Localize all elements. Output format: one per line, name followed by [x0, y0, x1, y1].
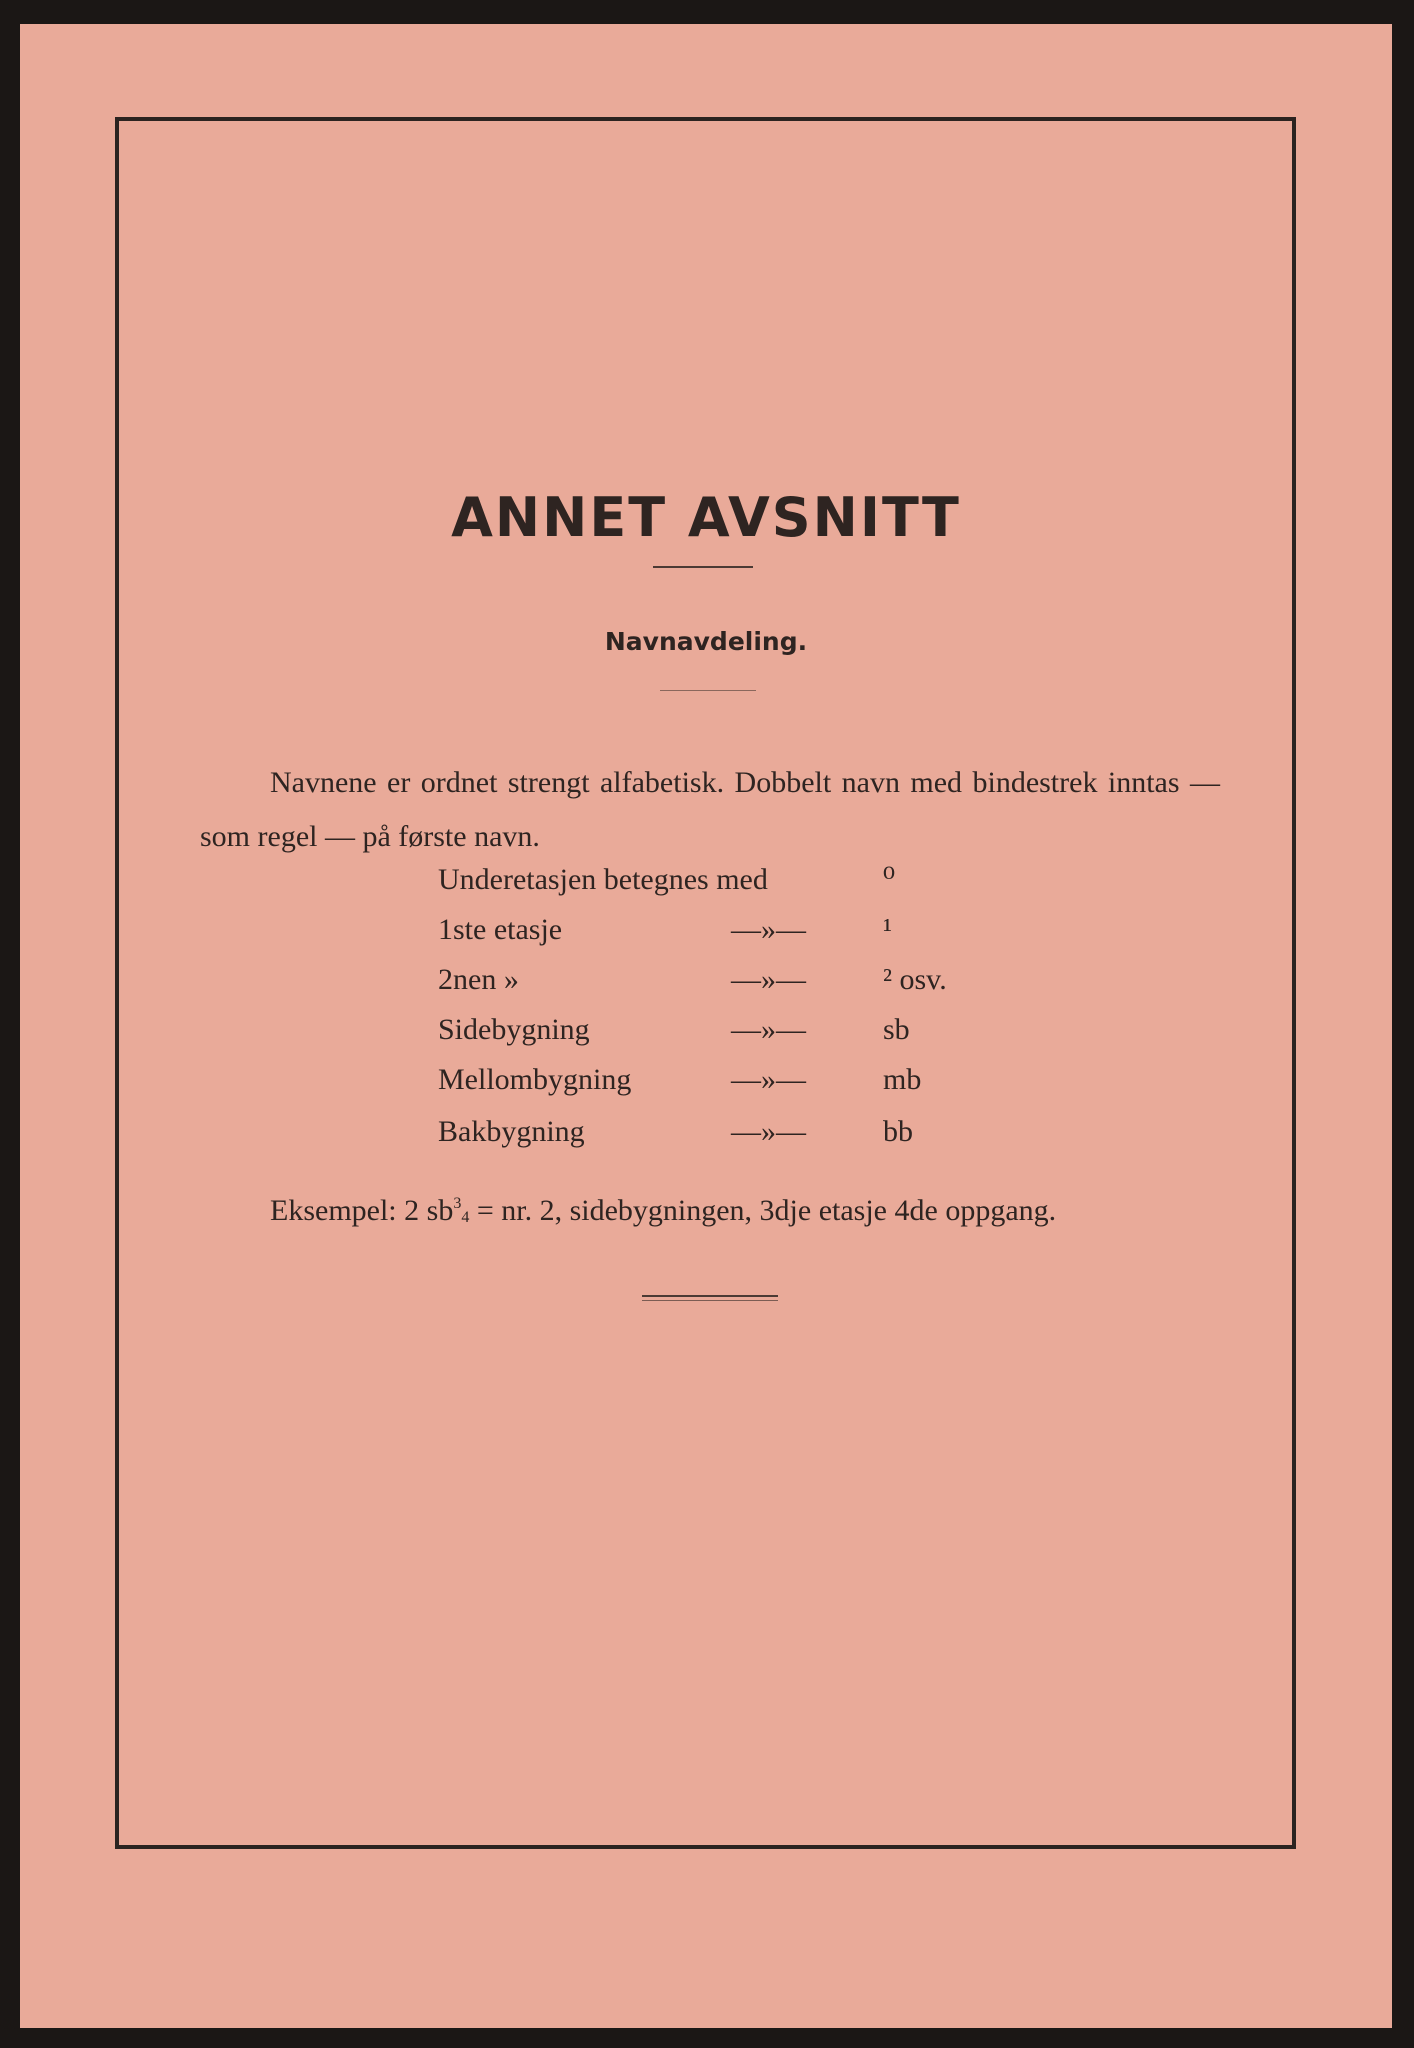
paper-sheet	[20, 24, 1392, 2028]
section-subheading: Navnavdeling.	[604, 627, 808, 656]
page-border	[115, 117, 1296, 1849]
example-code: 2 sb	[404, 1194, 454, 1227]
legend-label: Sidebygning	[438, 1013, 590, 1046]
legend-label: 1ste etasje	[438, 913, 563, 946]
legend-abbr: ² osv.	[883, 963, 947, 996]
example-label: Eksempel:	[270, 1194, 397, 1227]
legend-label: Bakbygning	[438, 1115, 585, 1148]
legend-ditto: —»—	[731, 1115, 806, 1148]
legend-abbr: sb	[883, 1013, 910, 1046]
divider-short	[653, 566, 753, 568]
example-entrance: 4	[461, 1209, 470, 1226]
legend-label: Underetasjen betegnes med	[438, 863, 768, 896]
example-meaning: = nr. 2, sidebygningen, 3dje etasje 4de oppgang.	[476, 1194, 1057, 1227]
legend-label: 2nen »	[438, 963, 519, 996]
legend-abbr: mb	[883, 1063, 922, 1096]
legend-ditto: —»—	[731, 913, 806, 946]
intro-paragraph: Navnene er ordnet strengt alfabetisk. Dobbelt navn med bindestrek inntas — som regel — på første navn.	[200, 766, 1220, 853]
legend-label: Mellombygning	[438, 1063, 632, 1096]
example-floor: 3	[453, 1195, 462, 1212]
legend-ditto: —»—	[731, 963, 806, 996]
example-line	[270, 1194, 1056, 1228]
double-rule-top	[642, 1295, 778, 1297]
legend-abbr: ¹	[883, 913, 892, 946]
legend-abbr: ⁰	[883, 863, 896, 896]
divider-faint	[660, 690, 756, 691]
legend-abbr: bb	[883, 1115, 913, 1148]
legend-ditto: —»—	[731, 1063, 806, 1096]
section-heading: ANNET AVSNITT	[451, 486, 961, 549]
double-rule-bottom	[642, 1300, 778, 1301]
legend-ditto: —»—	[731, 1013, 806, 1046]
